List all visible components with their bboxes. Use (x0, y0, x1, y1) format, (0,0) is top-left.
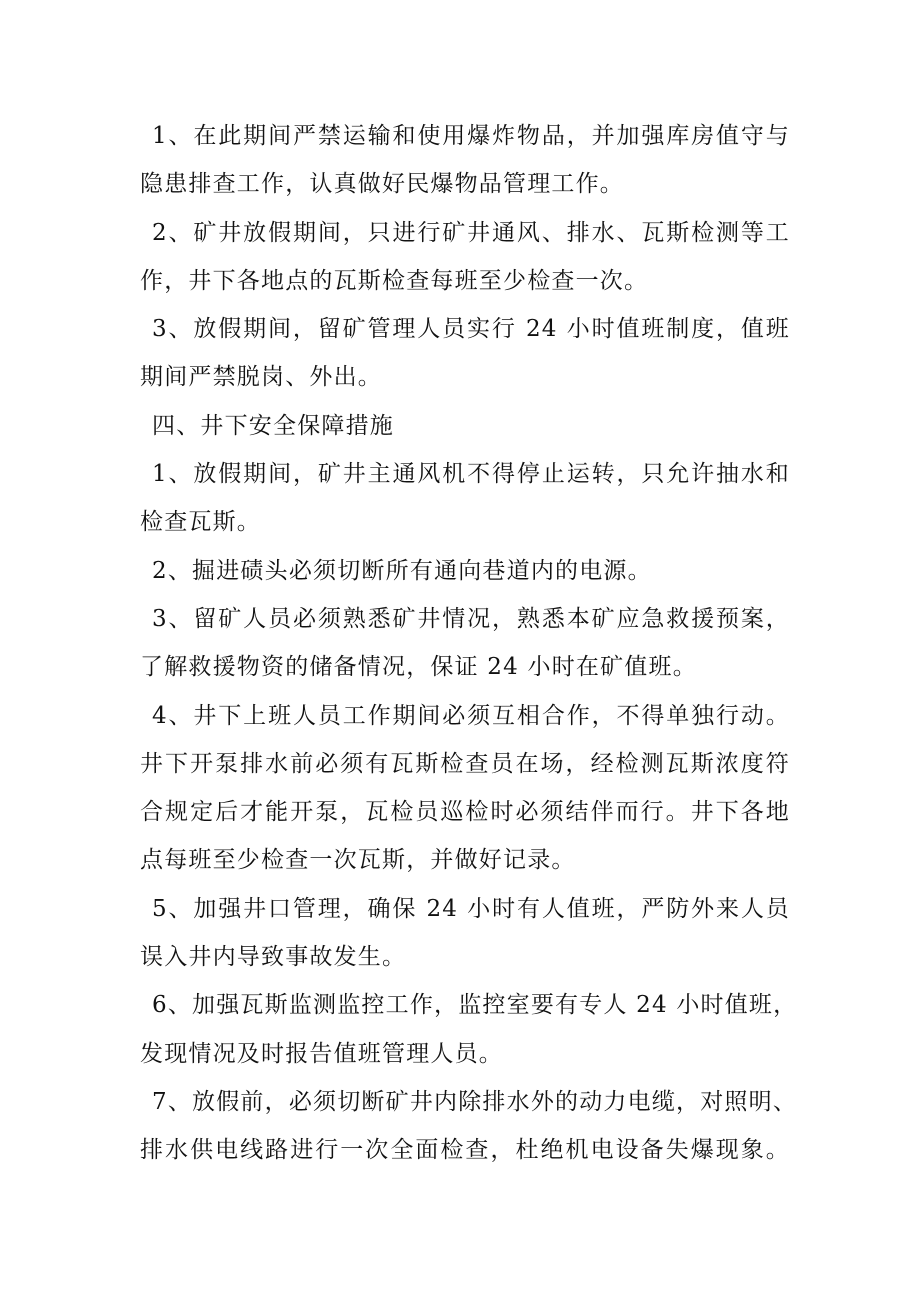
line-text: 2、掘进碛头必须切断所有通向巷道内的电源。 (152, 557, 652, 584)
paragraph-5 (140, 450, 790, 547)
text-line (140, 450, 790, 498)
paragraph-11 (140, 1078, 798, 1175)
paragraph-10 (140, 981, 798, 1078)
section-heading (140, 402, 790, 450)
text-line (140, 836, 790, 884)
text-line (140, 1078, 798, 1126)
text-line (140, 305, 790, 353)
text-line (140, 160, 790, 208)
line-text: 1、放假期间，矿井主通风机不得停止运转，只允许抽水和 (152, 461, 790, 488)
text-line (140, 402, 790, 450)
heading-text: 四、井下安全保障措施 (152, 412, 394, 439)
line-text: 7、放假前，必须切断矿井内除排水外的动力电缆，对照明、 (152, 1088, 798, 1115)
text-line (140, 740, 790, 788)
paragraph-8 (140, 692, 790, 885)
line-text: 了解救援物资的储备情况，保证 24 小时在矿值班。 (140, 654, 697, 681)
text-line (140, 547, 790, 595)
line-text: 作，井下各地点的瓦斯检查每班至少检查一次。 (140, 267, 649, 294)
text-line (140, 112, 790, 160)
text-line (140, 1126, 790, 1174)
line-text: 3、留矿人员必须熟悉矿井情况，熟悉本矿应急救援预案， (152, 605, 790, 632)
text-line (140, 1030, 790, 1078)
line-text: 点每班至少检查一次瓦斯，并做好记录。 (140, 847, 576, 874)
line-text: 排水供电线路进行一次全面检查，杜绝机电设备失爆现象。 (140, 1137, 790, 1164)
document-body (140, 112, 798, 1175)
text-line (140, 353, 790, 401)
text-line (140, 209, 790, 257)
line-text: 6、加强瓦斯监测监控工作，监控室要有专人 24 小时值班， (152, 992, 798, 1019)
text-line (140, 692, 790, 740)
line-text: 井下开泵排水前必须有瓦斯检查员在场，经检测瓦斯浓度符 (140, 750, 790, 777)
text-line (140, 498, 790, 546)
line-text: 4、井下上班人员工作期间必须互相合作，不得单独行动。 (152, 702, 790, 729)
text-line (140, 933, 790, 981)
text-line (140, 257, 790, 305)
paragraph-2 (140, 209, 790, 306)
paragraph-6 (140, 547, 790, 595)
paragraph-3 (140, 305, 790, 402)
text-line (140, 981, 798, 1029)
line-text: 发现情况及时报告值班管理人员。 (140, 1040, 503, 1067)
line-text: 2、矿井放假期间，只进行矿井通风、排水、瓦斯检测等工 (152, 219, 790, 246)
line-text: 5、加强井口管理，确保 24 小时有人值班，严防外来人员 (152, 895, 790, 922)
line-text: 合规定后才能开泵，瓦检员巡检时必须结伴而行。井下各地 (140, 799, 790, 826)
line-text: 期间严禁脱岗、外出。 (140, 364, 382, 391)
text-line (140, 595, 790, 643)
line-text: 3、放假期间，留矿管理人员实行 24 小时值班制度，值班 (152, 316, 790, 343)
line-text: 1、在此期间严禁运输和使用爆炸物品，并加强库房值守与 (152, 123, 790, 149)
line-text: 检查瓦斯。 (140, 509, 261, 536)
text-line (140, 643, 790, 691)
paragraph-1 (140, 112, 790, 209)
paragraph-9 (140, 885, 790, 982)
text-line (140, 885, 790, 933)
text-line (140, 788, 790, 836)
line-text: 误入井内导致事故发生。 (140, 944, 407, 971)
line-text: 隐患排查工作，认真做好民爆物品管理工作。 (140, 171, 624, 198)
paragraph-7 (140, 595, 790, 692)
